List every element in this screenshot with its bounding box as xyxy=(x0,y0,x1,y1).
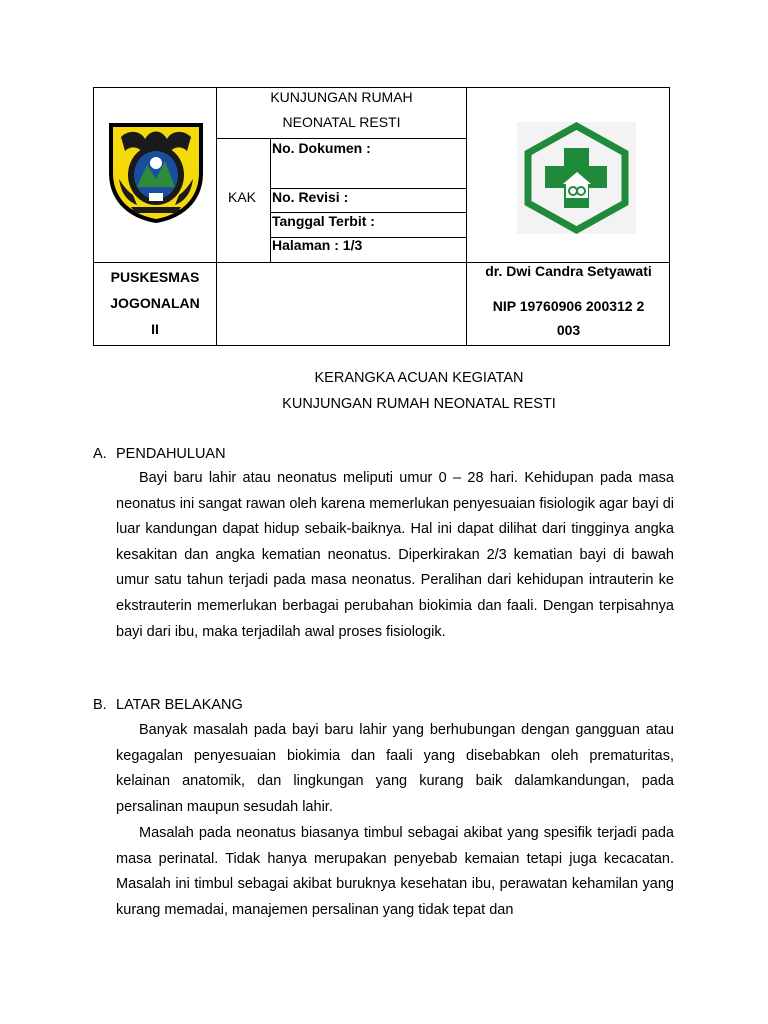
section-number: B. xyxy=(93,697,107,713)
signer-nip-line1: NIP 19760906 200312 2 xyxy=(492,298,645,314)
org-name-line3: II xyxy=(151,321,159,337)
paragraph: Banyak masalah pada bayi baru lahir yang berhubungan dengan gangguan atau kegagalan penyesuaian biokimia dan faali yang disebabkan oleh prematuritas, kelainan anatomik, dan lingkungan yang kurang baik dalamkandungan, pada persalinan maupun sesudah lahir. xyxy=(116,722,674,815)
tanggal-terbit-field: Tanggal Terbit : xyxy=(272,213,375,229)
table-divider xyxy=(270,138,271,262)
header-title-line1: KUNJUNGAN RUMAH xyxy=(270,89,413,105)
document-header-table xyxy=(93,87,670,346)
section-heading-a xyxy=(93,446,226,462)
section-heading-b xyxy=(93,697,243,713)
document-title-line1: KERANGKA ACUAN KEGIATAN xyxy=(314,370,524,386)
section-title: LATAR BELAKANG xyxy=(116,697,243,713)
org-name-line1: PUSKESMAS xyxy=(110,269,200,285)
doc-type-label: KAK xyxy=(228,189,257,205)
org-name-line2: JOGONALAN xyxy=(110,295,200,311)
section-title: PENDAHULUAN xyxy=(116,446,226,462)
regency-crest-icon xyxy=(107,121,205,225)
no-revisi-field: No. Revisi : xyxy=(272,189,349,205)
paragraph: Masalah pada neonatus biasanya timbul sebagai akibat yang spesifik terjadi pada masa perinatal. Tidak hanya merupakan penyebab kemaian tetapi juga kecacatan. Masalah ini timbul sebagai akibat buruknya kesehatan ibu, perawatan kehamilan yang kurang memadai, manajemen persalinan yang tidak tepat dan xyxy=(116,825,674,918)
section-number: A. xyxy=(93,446,107,462)
puskesmas-cross-hexagon-icon xyxy=(517,122,636,234)
halaman-field: Halaman : 1/3 xyxy=(272,237,363,253)
signer-nip-line2: 003 xyxy=(556,322,581,338)
signer-name: dr. Dwi Candra Setyawati xyxy=(485,263,652,279)
no-dokumen-field: No. Dokumen : xyxy=(272,140,371,156)
paragraph: Bayi baru lahir atau neonatus meliputi umur 0 – 28 hari. Kehidupan pada masa neonatus ini sangat rawan oleh karena memerlukan penyesuaian fisiologik agar bayi di luar kandungan dapat hidup sebaik-baiknya. Hal ini dapat dilihat dari tingginya angka kesakitan dan angka kematian neonatus. Diperkirakan 2/3 kematian bayi di bawah umur satu tahun terjadi pada masa neonatus. Peralihan dari kehidupan intrauterin ke ekstrauterin memerlukan berbagai perubahan biokimia dan faali. Dengan terpisahnya bayi dari ibu, maka terjadilah awal proses fisiologik. xyxy=(116,470,674,640)
header-title-line2: NEONATAL RESTI xyxy=(282,114,401,130)
document-title-line2: KUNJUNGAN RUMAH NEONATAL RESTI xyxy=(282,396,556,412)
